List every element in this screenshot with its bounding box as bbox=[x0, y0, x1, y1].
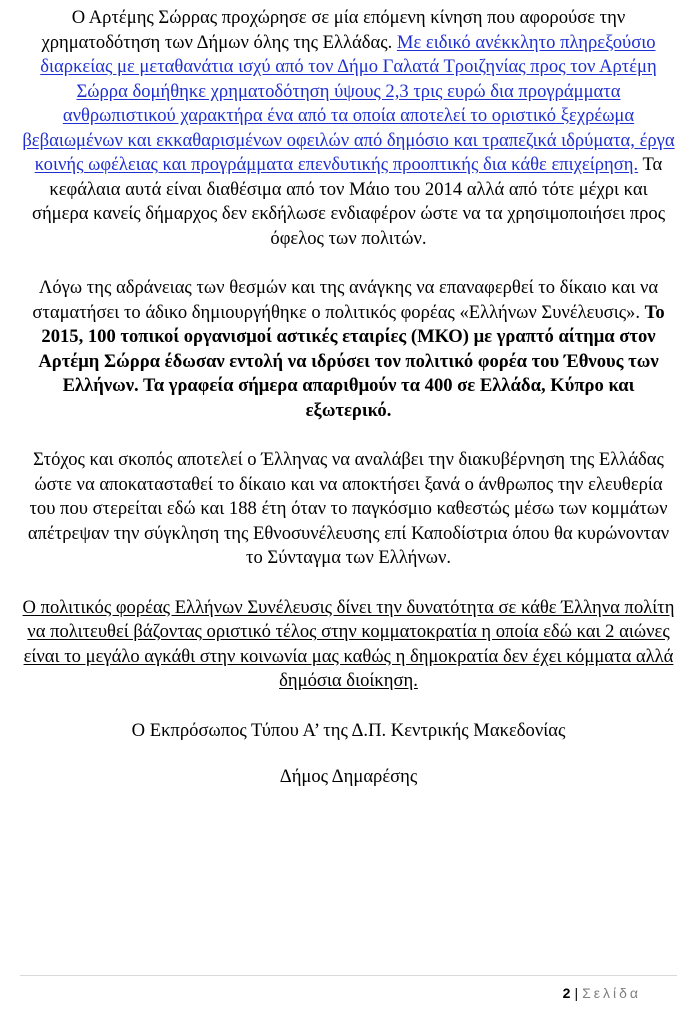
paragraph-political-body-text: Ο πολιτικός φορέας Ελλήνων Συνέλευσις δίνει την δυνατότητα σε κάθε Έλληνα πολίτη να πολιτευθεί βάζοντας οριστικό τέλος στην κομματοκρατία η οποία εδώ και 2 αιώνες είναι το μεγάλο αγκάθι στην κοινωνία μας καθώς η δημοκρατία δεν έχει κόμματα αλλά δημόσια διοίκηση. bbox=[22, 596, 675, 691]
signature-role: Ο Εκπρόσωπος Τύπου Α’ της Δ.Π. Κεντρικής Μακεδονίας bbox=[131, 719, 566, 741]
page-footer bbox=[563, 984, 641, 1002]
page-word: Σελίδα bbox=[582, 985, 641, 1001]
document-body bbox=[20, 6, 677, 812]
paragraph-party-intro: Λόγω της αδράνειας των θεσμών και της ανάγκης να επαναφερθεί το δίκαιο και να σταματήσει το άδικο δημιουργήθηκε ο πολιτικός φορέας «Ελλήνων Συνέλευσις». bbox=[32, 277, 659, 323]
page-number: 2 bbox=[562, 985, 571, 1001]
footer-separator: | bbox=[574, 985, 579, 1001]
paragraph-political-body bbox=[20, 596, 677, 694]
paragraph-party-bold: Το 2015, 100 τοπικοί οργανισμοί αστικές εταιρίες (ΜΚΟ) με γραπτό αίτημα στον Αρτέμη Σώρρα έδωσαν εντολή να ιδρύσει τον πολιτικό φορέα του Έθνους των Ελλήνων. Τα γραφεία σήμερα απαριθμούν τα 400 σε Ελλάδα, Κύπρο και εξωτερικό. bbox=[38, 301, 665, 421]
paragraph-funding-intro: Ο Αρτέμης Σώρρας προχώρησε σε μία επόμενη κίνηση που αφορούσε την χρηματοδότηση των Δήμων όλης της Ελλάδας. bbox=[41, 7, 626, 53]
footer-divider bbox=[20, 975, 677, 976]
funding-details-link[interactable]: Με ειδικό ανέκκλητο πληρεξούσιο διαρκείας με μεταθανάτια ισχύ από τον Δήμο Γαλατά Τροιζηνίας προς τον Αρτέμη Σώρρα δομήθηκε χρηματοδότηση ύψους 2,3 τρις ευρώ δια προγράμματα ανθρωπιστικού χαρακτήρα ένα από τα οποία αποτελεί το οριστικό ξεχρέωμα βεβαιωμένων και εκκαθαρισμένων οφειλών από δημόσιο και τραπεζικά ιδρύματα, έργα κοινής ωφέλειας και προγράμματα επενδυτικής προοπτικής δια κάθε επιχείρηση. bbox=[22, 31, 675, 175]
paragraph-party-founding bbox=[20, 276, 677, 423]
paragraph-goal: Στόχος και σκοπός αποτελεί ο Έλληνας να αναλάβει την διακυβέρνηση της Ελλάδας ώστε να αποκατασταθεί το δίκαιο και να αποκτήσει ξανά ο άνθρωπος την ελευθερία του που στερείται εδώ και 188 έτη όταν το παγκόσμιο καθεστώς μέσω των κομμάτων απέτρεψαν την σύγκληση της Εθνοσυνέλευσης επί Καποδίστρια όπου θα κυρώνονταν το Σύνταγμα των Ελλήνων. bbox=[27, 449, 670, 568]
paragraph-funding bbox=[20, 6, 677, 251]
paragraph-funding-rest: Τα κεφάλαια αυτά είναι διαθέσιμα από τον Μάιο του 2014 αλλά από τότε μέχρι και σήμερα κανείς δήμαρχος δεν εκδήλωσε ενδιαφέρον ώστε να τα χρησιμοποιήσει προς όφελος των πολιτών. bbox=[31, 154, 666, 249]
signature-name: Δήμος Δημαρέσης bbox=[279, 766, 418, 787]
